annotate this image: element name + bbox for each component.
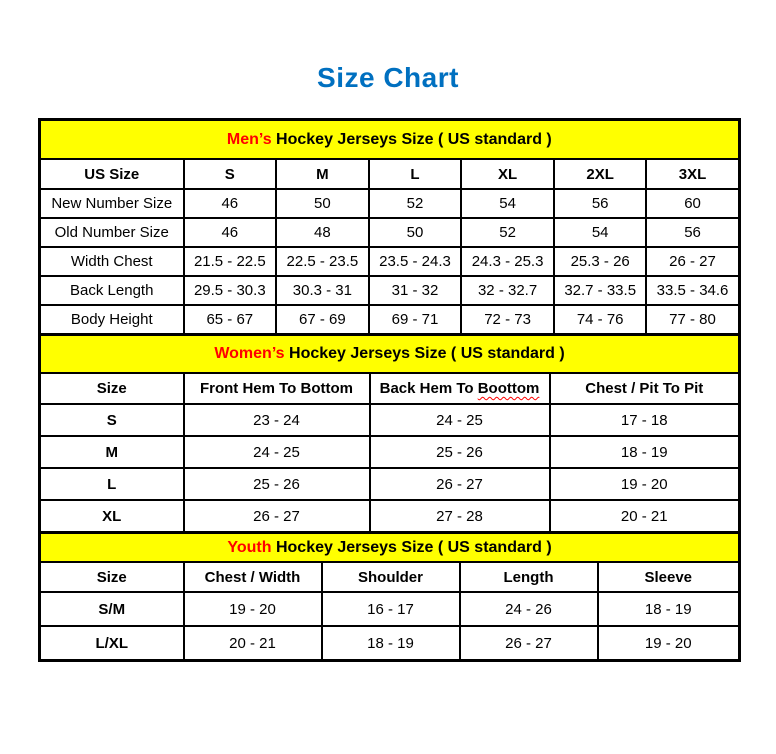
size-value: 26 - 27 — [460, 626, 598, 661]
row-label: L/XL — [40, 626, 184, 661]
size-value: 50 — [369, 218, 462, 247]
size-value: 56 — [554, 189, 647, 218]
column-header: Chest / Width — [184, 562, 322, 592]
size-value: 48 — [276, 218, 369, 247]
column-header: Front Hem To Bottom — [184, 373, 370, 404]
size-value: 25 - 26 — [370, 436, 550, 468]
column-header: Chest / Pit To Pit — [550, 373, 740, 404]
row-label: New Number Size — [40, 189, 184, 218]
column-header: Size — [40, 373, 184, 404]
size-value: 27 - 28 — [370, 500, 550, 533]
size-value: 16 - 17 — [322, 592, 460, 626]
row-label: Old Number Size — [40, 218, 184, 247]
size-value: 17 - 18 — [550, 404, 740, 436]
womens-size-table — [38, 333, 741, 534]
youth-section-title — [40, 533, 740, 563]
table-row — [40, 626, 740, 661]
table-row — [40, 305, 740, 335]
column-header: Shoulder — [322, 562, 460, 592]
mens-header-row — [40, 159, 740, 189]
size-value: 33.5 - 34.6 — [646, 276, 739, 305]
size-value: 25 - 26 — [184, 468, 370, 500]
youth-size-table — [38, 531, 741, 662]
size-value: 54 — [461, 189, 554, 218]
size-value: 20 - 21 — [550, 500, 740, 533]
size-value: 69 - 71 — [369, 305, 462, 335]
column-header: US Size — [40, 159, 184, 189]
size-value: 52 — [461, 218, 554, 247]
row-label: S — [40, 404, 184, 436]
size-value: 56 — [646, 218, 739, 247]
size-value: 24 - 25 — [184, 436, 370, 468]
youth-header-row — [40, 562, 740, 592]
row-label: Body Height — [40, 305, 184, 335]
table-row — [40, 500, 740, 533]
column-header: Length — [460, 562, 598, 592]
size-value: 52 — [369, 189, 462, 218]
column-header: 2XL — [554, 159, 647, 189]
size-value: 18 - 19 — [598, 592, 740, 626]
size-value: 26 - 27 — [184, 500, 370, 533]
size-value: 23.5 - 24.3 — [369, 247, 462, 276]
mens-size-table — [38, 118, 741, 336]
column-header: S — [184, 159, 277, 189]
row-label: Width Chest — [40, 247, 184, 276]
header-text: Back Hem To — [379, 380, 478, 397]
size-value: 77 - 80 — [646, 305, 739, 335]
size-value: 50 — [276, 189, 369, 218]
column-header: Sleeve — [598, 562, 740, 592]
mens-title-rest: Hockey Jerseys Size ( US standard ) — [271, 130, 552, 148]
size-value: 30.3 - 31 — [276, 276, 369, 305]
size-value: 67 - 69 — [276, 305, 369, 335]
size-value: 22.5 - 23.5 — [276, 247, 369, 276]
column-header: XL — [461, 159, 554, 189]
womens-title-rest: Hockey Jerseys Size ( US standard ) — [284, 345, 565, 362]
youth-section-band — [40, 533, 740, 563]
size-value: 24 - 26 — [460, 592, 598, 626]
size-value: 24.3 - 25.3 — [461, 247, 554, 276]
size-value: 72 - 73 — [461, 305, 554, 335]
size-value: 25.3 - 26 — [554, 247, 647, 276]
table-row — [40, 247, 740, 276]
size-value: 19 - 20 — [598, 626, 740, 661]
table-row — [40, 276, 740, 305]
size-value: 29.5 - 30.3 — [184, 276, 277, 305]
size-value: 26 - 27 — [646, 247, 739, 276]
size-value: 31 - 32 — [369, 276, 462, 305]
table-row — [40, 436, 740, 468]
size-chart-container — [38, 118, 738, 662]
mens-section-band — [40, 120, 740, 160]
size-value: 18 - 19 — [550, 436, 740, 468]
size-value: 46 — [184, 189, 277, 218]
size-value: 26 - 27 — [370, 468, 550, 500]
size-value: 32.7 - 33.5 — [554, 276, 647, 305]
table-row — [40, 404, 740, 436]
mens-section-title — [40, 120, 740, 160]
womens-header-row — [40, 373, 740, 404]
size-value: 65 - 67 — [184, 305, 277, 335]
size-value: 32 - 32.7 — [461, 276, 554, 305]
misspelled-word: Boottom — [477, 380, 540, 397]
size-value: 46 — [184, 218, 277, 247]
table-row — [40, 189, 740, 218]
size-value: 74 - 76 — [554, 305, 647, 335]
row-label: M — [40, 436, 184, 468]
row-label: L — [40, 468, 184, 500]
size-value: 24 - 25 — [370, 404, 550, 436]
size-value: 19 - 20 — [550, 468, 740, 500]
size-value: 23 - 24 — [184, 404, 370, 436]
size-value: 20 - 21 — [184, 626, 322, 661]
row-label: XL — [40, 500, 184, 533]
womens-title-highlight: Women’s — [214, 345, 285, 362]
column-header: 3XL — [646, 159, 739, 189]
youth-title-rest: Hockey Jerseys Size ( US standard ) — [271, 538, 552, 556]
table-row — [40, 468, 740, 500]
size-value: 18 - 19 — [322, 626, 460, 661]
size-value: 60 — [646, 189, 739, 218]
row-label: S/M — [40, 592, 184, 626]
row-label: Back Length — [40, 276, 184, 305]
table-row — [40, 592, 740, 626]
table-row — [40, 218, 740, 247]
size-value: 54 — [554, 218, 647, 247]
page-title: Size Chart — [317, 62, 459, 93]
womens-section-band — [40, 335, 740, 374]
size-value: 19 - 20 — [184, 592, 322, 626]
mens-title-highlight: Men’s — [226, 130, 272, 148]
column-header: L — [369, 159, 462, 189]
column-header: Size — [40, 562, 184, 592]
column-header-misspelled — [370, 373, 550, 404]
size-value: 21.5 - 22.5 — [184, 247, 277, 276]
youth-title-highlight: Youth — [227, 538, 272, 556]
column-header: M — [276, 159, 369, 189]
womens-section-title — [40, 335, 740, 374]
